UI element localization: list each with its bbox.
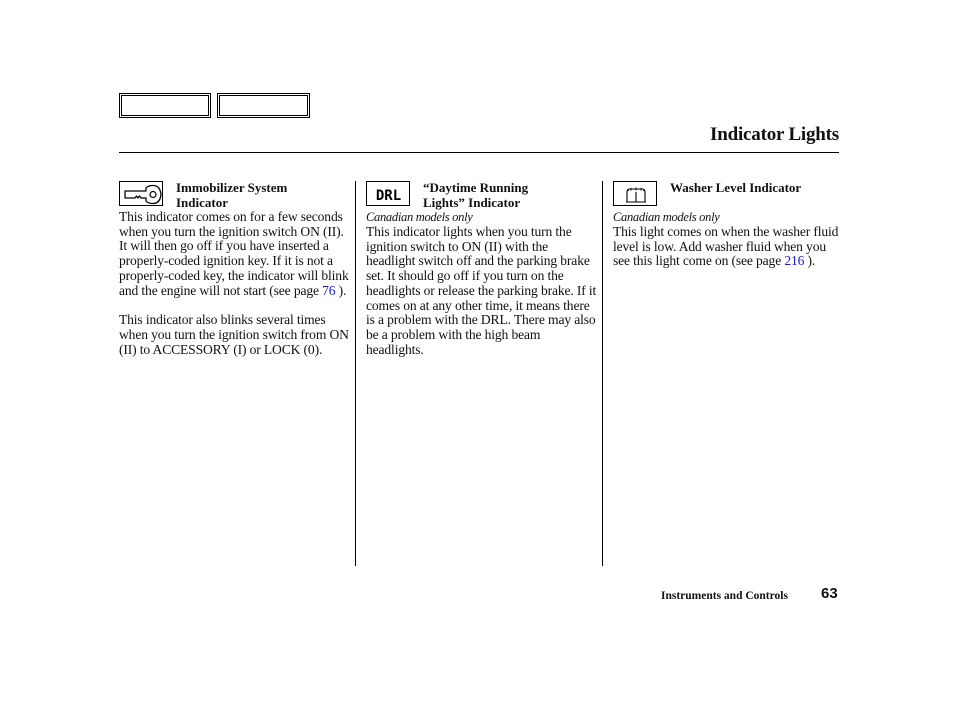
next-page-button[interactable] [217,93,310,118]
drl-icon [366,181,410,206]
drl-section [366,180,596,357]
paragraph-text: ). [335,282,347,298]
washer-paragraph-1 [613,225,845,269]
paragraph-text: This light comes on when the washer fluid level is low. Add washer fluid when you see this light come on (see page [613,224,839,269]
immobilizer-paragraph-2: This indicator also blinks several times when you turn the ignition switch from ON (II) to ACCESSORY (I) or LOCK (0). [119,312,349,357]
heading-line: “Daytime Running [423,180,529,195]
heading-line: Immobilizer System [176,180,288,195]
drl-heading [423,180,598,210]
heading-line: Washer Level Indicator [670,180,802,195]
immobilizer-paragraph-1 [119,210,351,298]
title-divider [119,152,839,153]
footer-section-name: Instruments and Controls [661,590,788,602]
previous-page-button-frame [121,95,209,116]
heading-line: Lights” Indicator [423,195,521,210]
washer-section [613,180,843,269]
page-216-link[interactable]: 216 [784,253,805,269]
immobilizer-section [119,180,349,357]
immobilizer-heading [176,180,351,210]
heading-line: Indicator [176,195,228,210]
washer-model-note: Canadian models only [613,210,720,224]
previous-page-button[interactable] [119,93,211,118]
drl-model-note: Canadian models only [366,210,473,224]
washer-fluid-icon [613,181,657,206]
paragraph-text: ). [804,253,816,269]
column-divider [355,181,356,566]
page-number: 63 [821,585,838,602]
page-title: Indicator Lights [710,124,839,145]
column-divider [602,181,603,566]
immobilizer-key-icon [119,181,163,206]
next-page-button-frame [219,95,308,116]
drl-icon-label: DRL [375,188,402,204]
washer-heading [670,180,845,195]
drl-paragraph-1: This indicator lights when you turn the ignition switch to ON (II) with the headlight switch off and the parking brake set. It should go off if you turn on the headlights or release the parking brake. If it comes on at any other time, it means there is a problem with the DRL. There may also be a problem with the high beam headlights. [366,224,597,357]
paragraph-text: This indicator comes on for a few seconds when you turn the ignition switch ON (II). It will then go off if you have inserted a properly-coded ignition key. If it is not a properly-coded key, the indicator will blink and the engine will not start (see page [119,209,349,298]
page-76-link[interactable]: 76 [322,282,336,298]
